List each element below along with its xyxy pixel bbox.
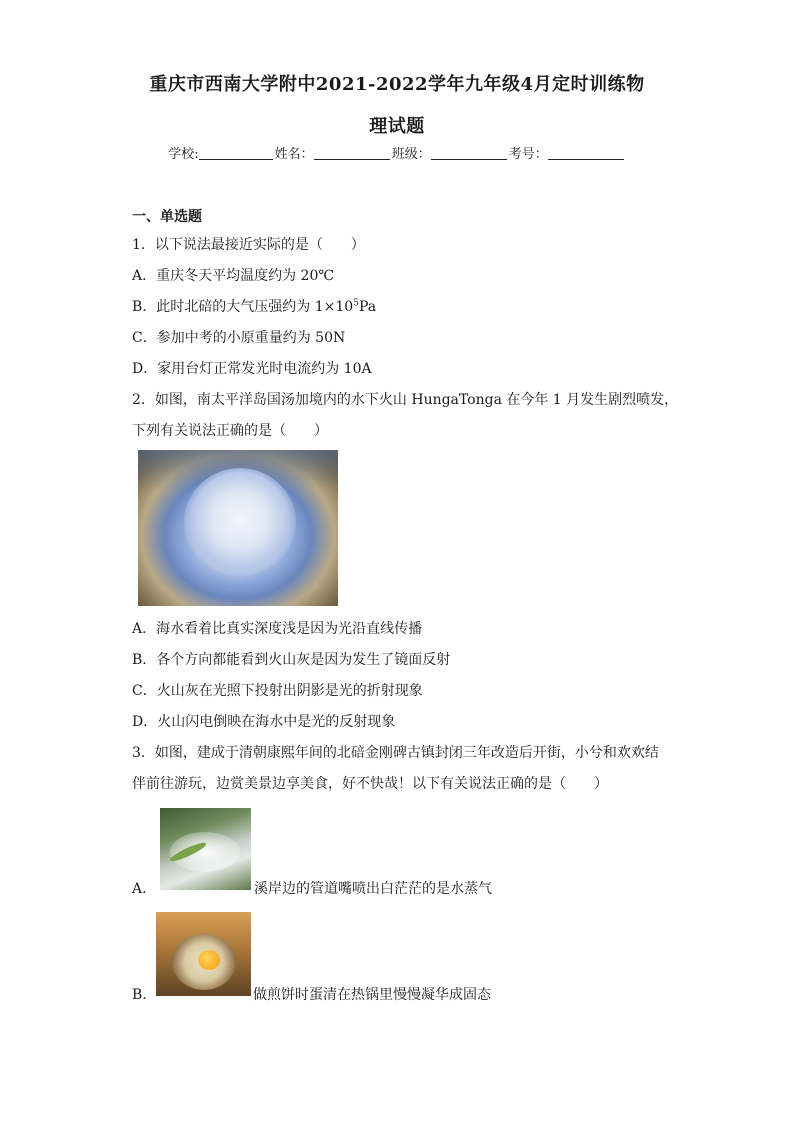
q3-stem-line-2: 伴前往游玩，边赏美景边享美食，好不快哉！以下有关说法正确的是（ ） [132,776,608,792]
q3-option-b-text: 做煎饼时蛋清在热锅里慢慢凝华成固态 [253,987,491,1003]
school-label: 学校: [168,147,199,162]
q2-option-b: B．各个方向都能看到火山灰是因为发生了镜面反射 [132,652,451,668]
q2-stem-line-2: 下列有关说法正确的是（ ） [132,423,328,439]
exam-title-line-1: 重庆市西南大学附中2021-2022学年九年级4月定时训练物 [149,74,645,95]
class-blank[interactable] [431,146,507,160]
q2-option-c: C．火山灰在光照下投射出阴影是光的折射现象 [132,683,423,699]
stream-mist-image [160,808,251,890]
name-label: 姓名： [274,147,314,162]
q1-option-c: C．参加中考的小原重量约为 50N [132,330,346,346]
class-label: 班级： [391,147,431,162]
q1-option-b-unit: Pa [358,299,377,315]
student-info-row [0,143,794,162]
q1-option-b-text: B．此时北碚的大气压强约为 1×10 [132,299,354,315]
q1-option-a: A．重庆冬天平均温度约为 20℃ [132,268,335,284]
ash-cloud [184,468,296,576]
q3-stem-line-1: 3．如图，建成于清朝康熙年间的北碚金刚碑古镇封闭三年改造后开街，小兮和欢欢结 [132,745,659,761]
q3-option-a-label: A． [132,881,157,897]
number-label: 考号： [508,147,548,162]
q3-option-b-label: B． [132,987,157,1003]
q1-option-b [132,296,376,316]
q2-option-d: D．火山闪电倒映在海水中是光的反射现象 [132,714,396,730]
yolk [198,950,220,970]
exam-title-line-2: 理试题 [369,116,425,137]
q2-stem-line-1: 2．如图，南太平洋岛国汤加境内的水下火山 HungaTonga 在今年 1 月发生剧烈喷发， [132,392,679,408]
name-blank[interactable] [314,146,390,160]
q1-stem: 1．以下说法最接近实际的是（ ） [132,237,365,253]
number-blank[interactable] [548,146,624,160]
q1-option-b-exponent: 5 [353,298,359,309]
frying-egg-image [156,912,251,996]
section-heading: 一、单选题 [132,209,202,225]
school-blank[interactable] [199,146,273,160]
q2-option-a: A．海水看着比真实深度浅是因为光沿直线传播 [132,621,423,637]
q1-option-d: D．家用台灯正常发光时电流约为 10A [132,361,372,377]
q3-option-a-text: 溪岸边的管道嘴喷出白茫茫的是水蒸气 [254,881,492,897]
volcano-eruption-image [138,450,338,606]
